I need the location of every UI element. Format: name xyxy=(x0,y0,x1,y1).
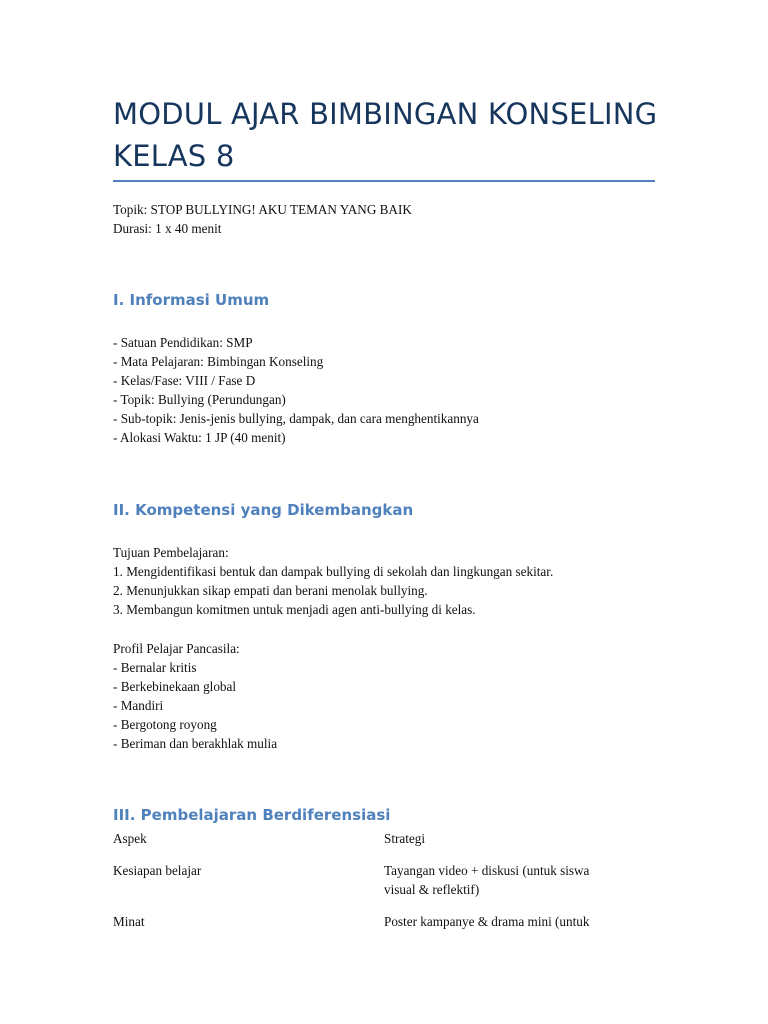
list-item: - Berkebinekaan global xyxy=(113,679,237,694)
durasi-text: Durasi: 1 x 40 menit xyxy=(113,221,222,236)
document-meta xyxy=(113,200,658,238)
profil-label: Profil Pelajar Pancasila: xyxy=(113,641,240,656)
table-cell-aspek: Kesiapan belajar xyxy=(113,863,202,878)
list-item: 1. Mengidentifikasi bentuk dan dampak bullying di sekolah dan lingkungan sekitar. xyxy=(113,564,554,579)
list-item: - Mata Pelajaran: Bimbingan Konseling xyxy=(113,354,324,369)
list-item: 2. Menunjukkan sikap empati dan berani menolak bullying. xyxy=(113,583,428,598)
section-heading-informasi-umum: I. Informasi Umum xyxy=(113,291,270,309)
list-item: 3. Membangun komitmen untuk menjadi agen anti-bullying di kelas. xyxy=(113,602,476,617)
table-cell-strategi xyxy=(384,912,634,931)
title-line-2: KELAS 8 xyxy=(113,139,235,173)
list-item: - Beriman dan berakhlak mulia xyxy=(113,736,278,751)
table-header-aspek: Aspek xyxy=(113,831,147,846)
tujuan-label: Tujuan Pembelajaran: xyxy=(113,545,229,560)
informasi-umum-list xyxy=(113,333,658,447)
list-item: - Topik: Bullying (Perundungan) xyxy=(113,392,286,407)
strategi-line: Tayangan video + diskusi (untuk siswa xyxy=(384,863,590,878)
list-item: - Satuan Pendidikan: SMP xyxy=(113,335,253,350)
table-header-strategi: Strategi xyxy=(384,831,426,846)
topik-text: Topik: STOP BULLYING! AKU TEMAN YANG BAIK xyxy=(113,202,412,217)
title-underline xyxy=(113,180,655,182)
list-item: - Sub-topik: Jenis-jenis bullying, dampak, dan cara menghentikannya xyxy=(113,411,479,426)
document-title xyxy=(113,93,658,177)
section-heading-kompetensi: II. Kompetensi yang Dikembangkan xyxy=(113,501,414,519)
strategi-line: Poster kampanye & drama mini (untuk xyxy=(384,914,590,929)
list-item: - Mandiri xyxy=(113,698,164,713)
section-heading-berdiferensiasi: III. Pembelajaran Berdiferensiasi xyxy=(113,806,391,824)
strategi-line: visual & reflektif) xyxy=(384,882,480,897)
tujuan-pembelajaran xyxy=(113,543,658,619)
list-item: - Bergotong royong xyxy=(113,717,217,732)
list-item: - Alokasi Waktu: 1 JP (40 menit) xyxy=(113,430,286,445)
table-cell-aspek: Minat xyxy=(113,914,145,929)
profil-pelajar-pancasila xyxy=(113,639,658,753)
table-cell-strategi xyxy=(384,861,634,899)
list-item: - Kelas/Fase: VIII / Fase D xyxy=(113,373,256,388)
title-line-1: MODUL AJAR BIMBINGAN KONSELING xyxy=(113,97,658,131)
list-item: - Bernalar kritis xyxy=(113,660,197,675)
